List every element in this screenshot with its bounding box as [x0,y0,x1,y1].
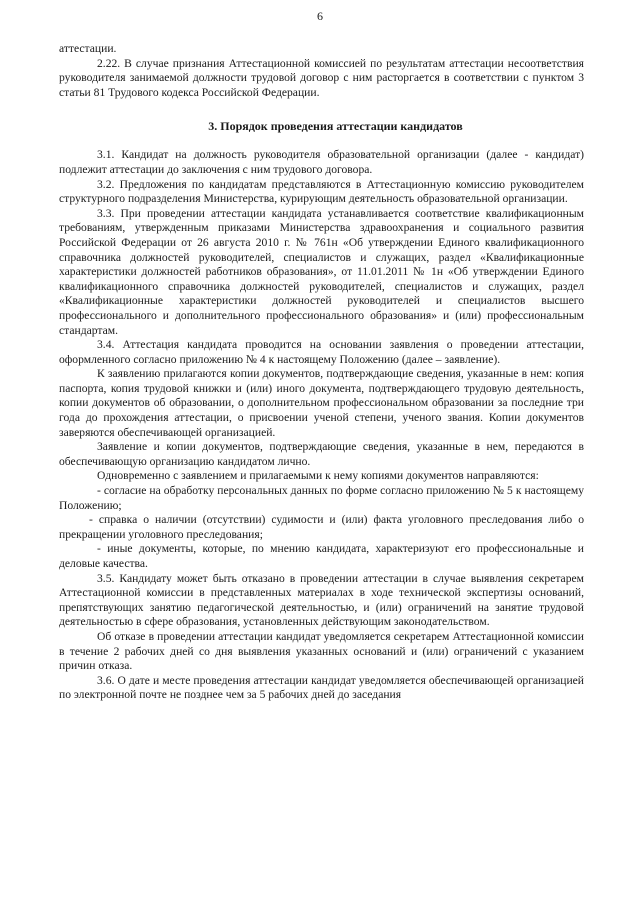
paragraph-3-1: 3.1. Кандидат на должность руководителя образовательной организации (далее - кандидат) подлежит аттестации до заключения с ним трудового договора. [59,148,584,176]
list-item-criminal-record: - справка о наличии (отсутствии) судимости и (или) факта уголовного преследования либо о прекращении уголовного преследования; [59,513,584,541]
document-body [59,42,584,703]
list-item-consent: - согласие на обработку персональных данных по форме согласно приложению № 5 к настоящему Положению; [59,484,584,512]
section-heading: 3. Порядок проведения аттестации кандидатов [208,119,463,134]
paragraph-attachments: К заявлению прилагаются копии документов, подтверждающие сведения, указанные в нем: копия паспорта, копия трудовой книжки и (или) иного документа, подтверждающего трудовую деятельность, копии документов об образовании, о дополнительном профессиональном образовании за последние три года до прохождения аттестации, о присвоении ученой степени, ученого звания. Копии документов заверяются обеспечивающей организацией. [59,367,584,439]
paragraph-also-sent: Одновременно с заявлением и прилагаемыми к нему копиями документов направляются: [97,469,539,483]
page-number: 6 [317,9,323,23]
list-item-other-documents: - иные документы, которые, по мнению кандидата, характеризуют его профессиональные и деловые качества. [59,542,584,570]
paragraph-3-6: 3.6. О дате и месте проведения аттестации кандидат уведомляется обеспечивающей организацией по электронной почте не позднее чем за 5 рабочих дней до заседания [59,673,584,702]
paragraph-3-4: 3.4. Аттестация кандидата проводится на основании заявления о проведении аттестации, оформленного согласно приложению № 4 к настоящему Положению (далее – заявление). [59,338,584,366]
paragraph-continuation: аттестации. [59,42,117,55]
paragraph-2-22: 2.22. В случае признания Аттестационной комиссией по результатам аттестации несоответствия руководителя занимаемой должности трудовой договор с ним расторгается в соответствии с пунктом 3 статьи 81 Трудового кодекса Российской Федерации. [59,56,584,99]
paragraph-refusal-notice: Об отказе в проведении аттестации кандидат уведомляется секретарем Аттестационной комиссии в течение 2 рабочих дней со дня выявления указанных оснований и (или) ограничений с указанием причин отказа. [59,629,584,673]
paragraph-submission: Заявление и копии документов, подтверждающие сведения, указанные в нем, передаются в обеспечивающую организацию кандидатом лично. [59,440,584,468]
paragraph-3-3: 3.3. При проведении аттестации кандидата устанавливается соответствие квалификационным требованиям, утвержденным приказами Министерства здравоохранения и социального развития Российской Федерации от 26 августа 2010 г. № 761н «Об утверждении Единого квалификационного справочника должностей руководителей, специалистов и служащих, раздел «Квалификационные характеристики должностей работников образования», от 11.01.2011 № 1н «Об утверждении Единого квалификационного справочника должностей руководителей, специалистов и служащих, раздел «Квалификационные характеристики должностей руководителей и специалистов высшего профессионального и дополнительного профессионального образования» и (или) профессиональным стандартам. [59,206,584,337]
paragraph-3-2: 3.2. Предложения по кандидатам представляются в Аттестационную комиссию руководителем структурного подразделения Министерства, курирующим деятельность образовательной организации. [59,177,584,206]
paragraph-3-5: 3.5. Кандидату может быть отказано в проведении аттестации в случае выявления секретарем Аттестационной комиссии в представленных материалах в ходе технической экспертизы оснований, препятствующих занятию педагогической деятельностью, и (или) ограничений на занятие трудовой деятельностью в сфере образования, установленных действующим законодательством. [59,571,584,629]
